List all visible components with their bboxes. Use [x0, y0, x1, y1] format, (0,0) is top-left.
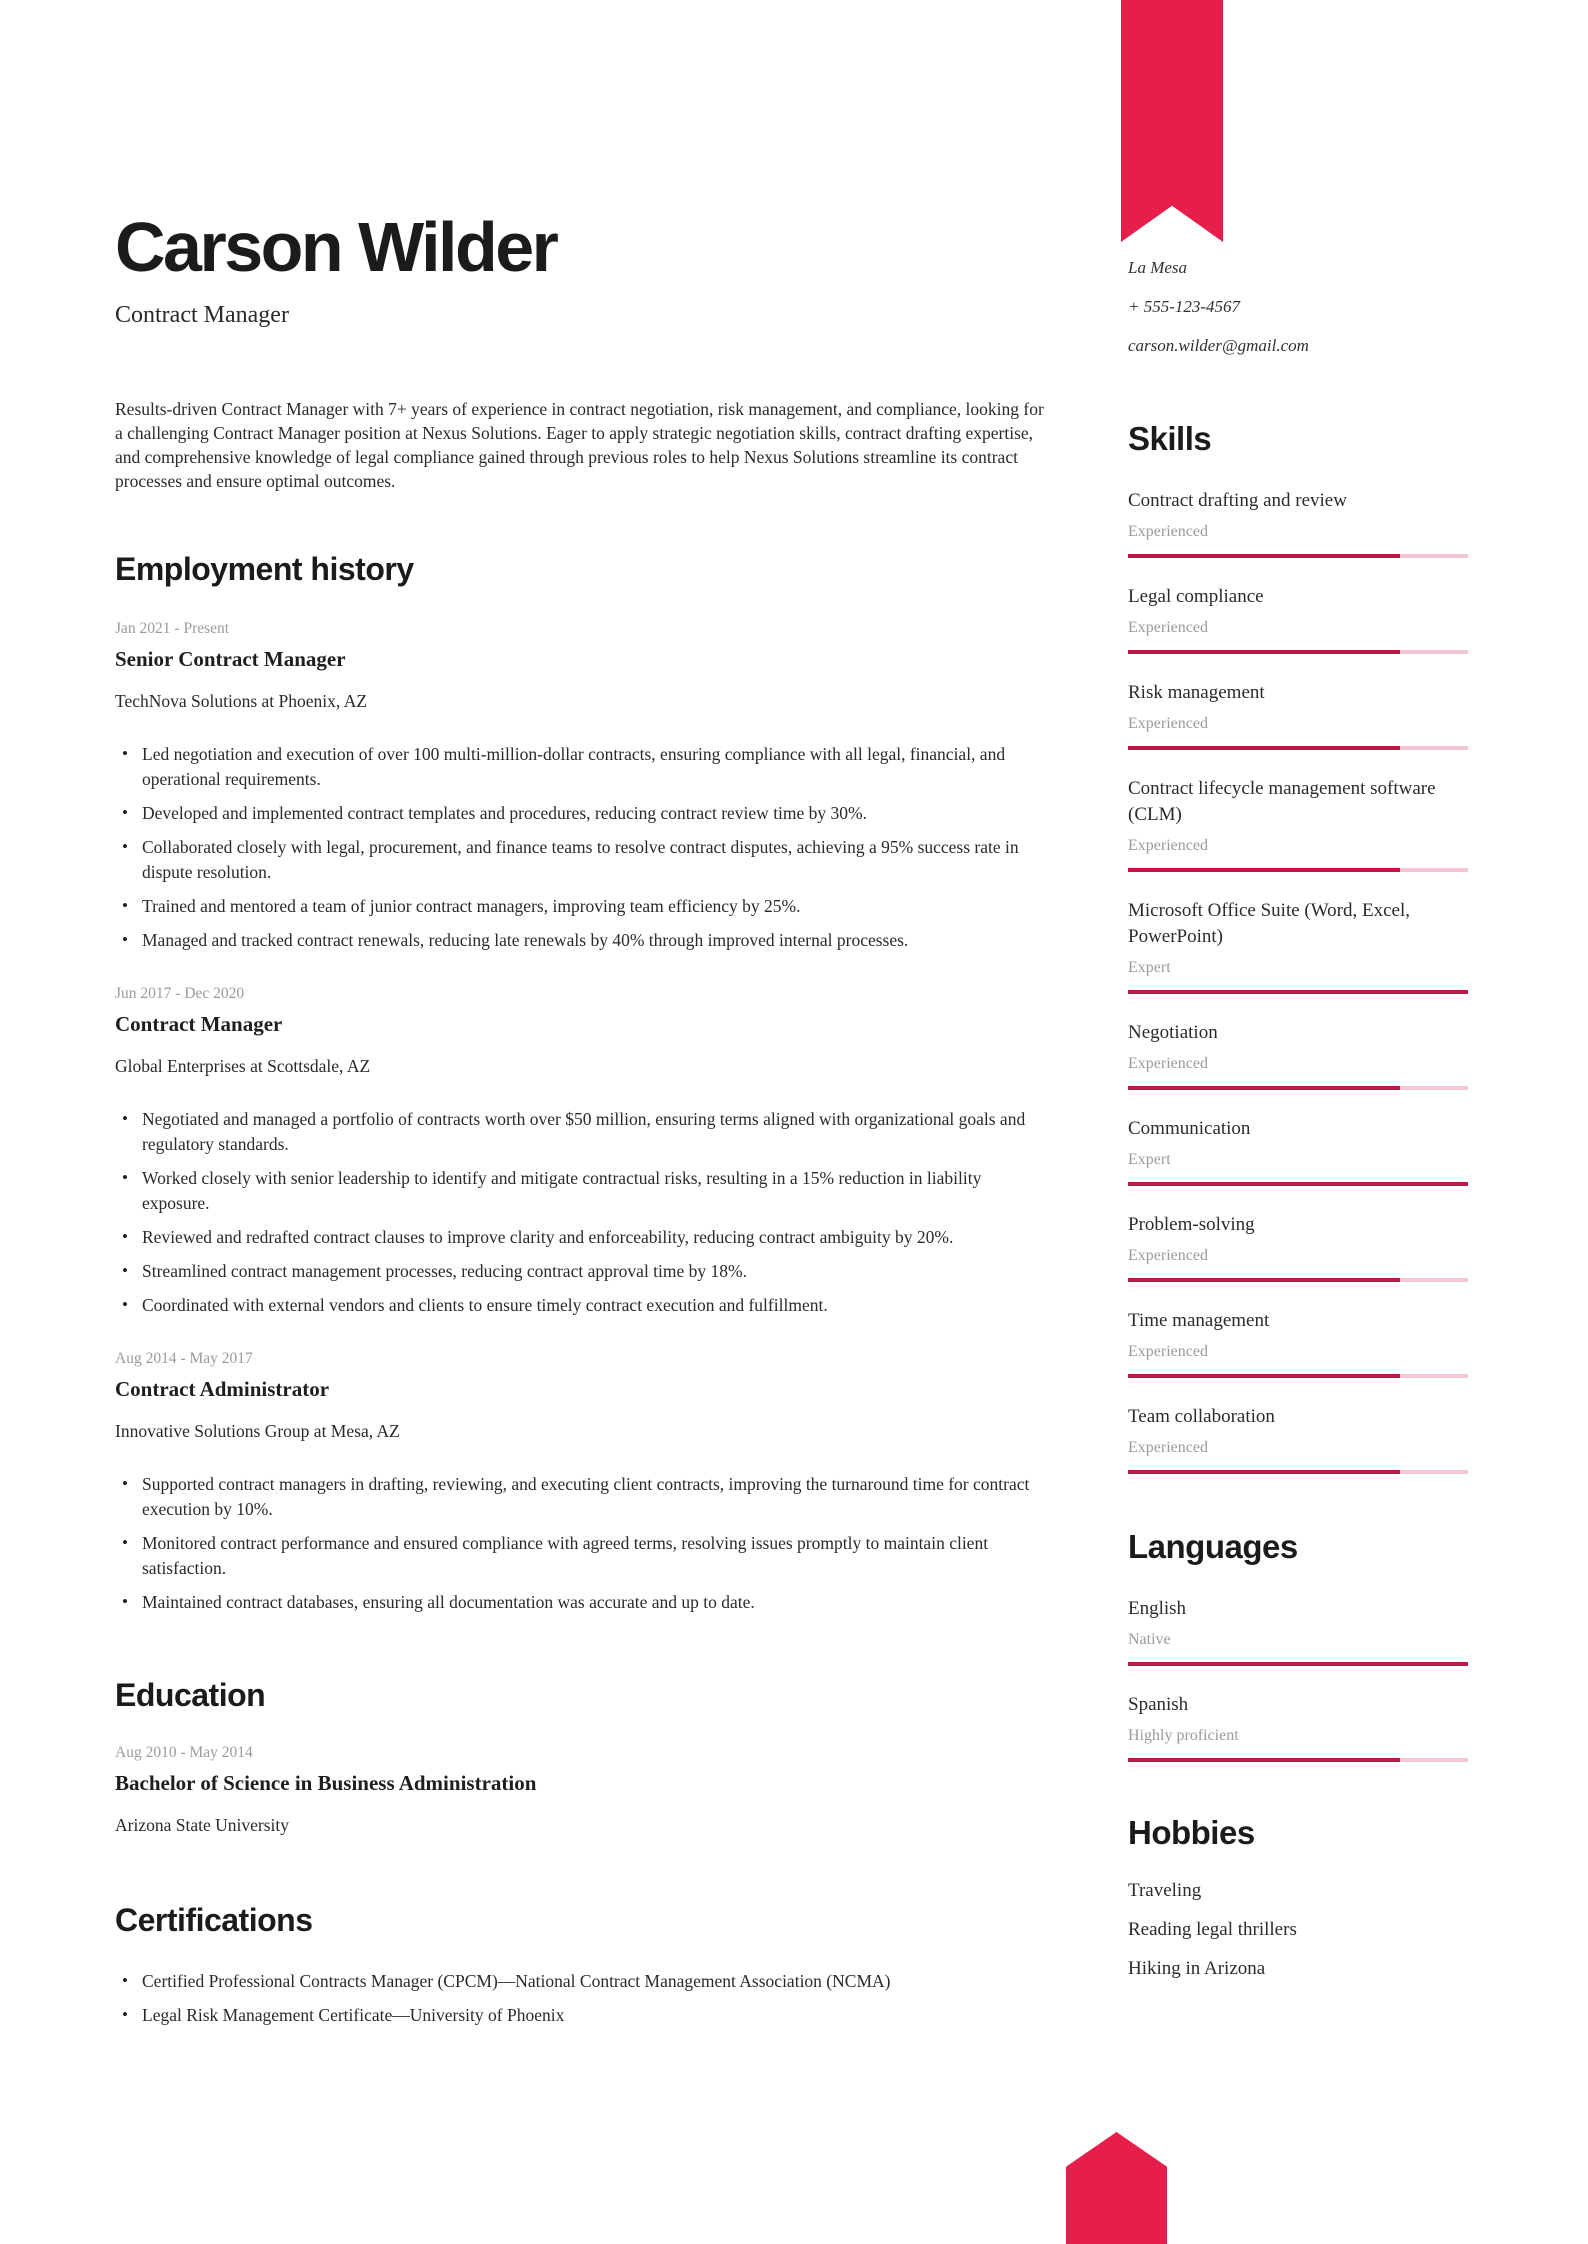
skill-level: Experienced [1128, 1343, 1208, 1360]
contact-location: La Mesa [1128, 258, 1188, 277]
language-level: Native [1128, 1631, 1171, 1648]
certification-item: • Legal Risk Management Certificate—University of Phoenix [115, 2003, 1049, 2028]
candidate-name: Carson Wilder [115, 208, 557, 286]
skill-level: Experienced [1128, 1055, 1208, 1072]
skill-label: Microsoft Office Suite (Word, Excel, PowerPoint) [1128, 900, 1410, 947]
skill-label: Legal compliance [1128, 586, 1264, 607]
skill-bar-track [1128, 650, 1468, 654]
skill-item [1128, 1212, 1468, 1282]
language-bar-fill [1128, 1758, 1400, 1762]
language-label: English [1128, 1598, 1187, 1619]
skill-bar-fill [1128, 746, 1400, 750]
skill-bar-track [1128, 1086, 1468, 1090]
job-bullet: • Developed and implemented contract templates and procedures, reducing contract review time by 30%. [115, 801, 1049, 826]
language-level: Highly proficient [1128, 1727, 1239, 1744]
job-bullet: • Worked closely with senior leadership to identify and mitigate contractual risks, resulting in a 15% reduction in liability exposure. [115, 1166, 1049, 1216]
skill-bar-track [1128, 1182, 1468, 1186]
skills-heading: Skills [1128, 420, 1212, 457]
skill-item [1128, 776, 1468, 872]
skill-label: Contract drafting and review [1128, 490, 1347, 511]
education-degree: Bachelor of Science in Business Administration [115, 1771, 537, 1795]
education-school: Arizona State University [115, 1815, 289, 1835]
skill-level: Experienced [1128, 715, 1208, 732]
contact-phone: + 555-123-4567 [1128, 297, 1241, 316]
skill-item [1128, 680, 1468, 750]
skill-level: Expert [1128, 959, 1171, 976]
skill-label: Communication [1128, 1118, 1251, 1139]
employment-history-heading: Employment history [115, 551, 414, 587]
job-company: Innovative Solutions Group at Mesa, AZ [115, 1421, 400, 1441]
job-bullet-list [115, 742, 1049, 953]
skill-bar-fill [1128, 1182, 1468, 1186]
education-heading: Education [115, 1677, 266, 1713]
skill-bar-track [1128, 868, 1468, 872]
skill-level: Experienced [1128, 837, 1208, 854]
job-bullet: • Supported contract managers in drafting, reviewing, and executing client contracts, improving the turnaround time for contract execution by 10%. [115, 1472, 1049, 1522]
certification-list [115, 1969, 1049, 2028]
hobby-item: Traveling [1128, 1880, 1202, 1901]
skill-item [1128, 1116, 1468, 1186]
main-column [115, 0, 1049, 2048]
candidate-role: Contract Manager [115, 302, 289, 328]
job-dates: Jun 2017 - Dec 2020 [115, 985, 245, 1002]
job-bullet: • Reviewed and redrafted contract clauses to improve clarity and enforceability, reducing contract ambiguity by 20%. [115, 1225, 1049, 1250]
job-bullet: • Negotiated and managed a portfolio of contracts worth over $50 million, ensuring terms aligned with organizational goals and regulatory standards. [115, 1107, 1049, 1157]
skill-bar-fill [1128, 868, 1400, 872]
hobbies-heading: Hobbies [1128, 1814, 1255, 1851]
job-bullet: • Streamlined contract management processes, reducing contract approval time by 18%. [115, 1259, 1049, 1284]
education-dates: Aug 2010 - May 2014 [115, 1744, 253, 1761]
skill-bar-track [1128, 746, 1468, 750]
contact-email: carson.wilder@gmail.com [1128, 336, 1309, 355]
job-title: Senior Contract Manager [115, 647, 346, 671]
job-bullet-list [115, 1107, 1049, 1318]
languages-heading: Languages [1128, 1528, 1298, 1565]
job-bullet: • Managed and tracked contract renewals, reducing late renewals by 40% through improved internal processes. [115, 928, 1049, 953]
certification-item: • Certified Professional Contracts Manager (CPCM)—National Contract Management Association (NCMA) [115, 1969, 1049, 1994]
skill-bar-fill [1128, 554, 1400, 558]
skill-item [1128, 1020, 1468, 1090]
job-entry [115, 620, 1049, 953]
skill-bar-fill [1128, 1086, 1400, 1090]
skill-label: Time management [1128, 1310, 1270, 1331]
skill-bar-track [1128, 1374, 1468, 1378]
skill-item [1128, 584, 1468, 654]
contact-block [1128, 258, 1468, 356]
sidebar-column [1128, 0, 1468, 2048]
skill-level: Experienced [1128, 1439, 1208, 1456]
skill-level: Experienced [1128, 1247, 1208, 1264]
language-item [1128, 1692, 1468, 1762]
language-bar-fill [1128, 1662, 1468, 1666]
skill-bar-track [1128, 554, 1468, 558]
job-bullet: • Collaborated closely with legal, procurement, and finance teams to resolve contract disputes, achieving a 95% success rate in dispute resolution. [115, 835, 1049, 885]
job-bullet-list [115, 1472, 1049, 1615]
skill-label: Risk management [1128, 682, 1265, 703]
job-bullet: • Led negotiation and execution of over 100 multi-million-dollar contracts, ensuring compliance with all legal, financial, and operational requirements. [115, 742, 1049, 792]
job-title: Contract Manager [115, 1012, 283, 1036]
language-bar-track [1128, 1662, 1468, 1666]
skill-level: Experienced [1128, 619, 1208, 636]
skill-item [1128, 898, 1468, 994]
skill-bar-track [1128, 1470, 1468, 1474]
hobby-item: Hiking in Arizona [1128, 1958, 1266, 1979]
job-title: Contract Administrator [115, 1377, 330, 1401]
skill-bar-fill [1128, 1470, 1400, 1474]
language-list [1128, 1596, 1468, 1762]
profile-summary: Results-driven Contract Manager with 7+ years of experience in contract negotiation, risk management, and compliance, looking for a challenging Contract Manager position at Nexus Solutions. Eager to apply strategic negotiation skills, contract drafting expertise, and comprehensive knowledge of legal compliance gained through previous roles to help Nexus Solutions streamline its contract processes and ensure optimal outcomes. [115, 399, 1044, 491]
hobby-list [1128, 1880, 1468, 1980]
certifications-heading: Certifications [115, 1902, 313, 1938]
skill-level: Experienced [1128, 523, 1208, 540]
job-bullet: • Maintained contract databases, ensuring all documentation was accurate and up to date. [115, 1590, 1049, 1615]
hobby-item: Reading legal thrillers [1128, 1919, 1297, 1940]
skill-level: Expert [1128, 1151, 1171, 1168]
skill-item [1128, 1404, 1468, 1474]
job-dates: Aug 2014 - May 2017 [115, 1350, 253, 1367]
job-bullet: • Coordinated with external vendors and clients to ensure timely contract execution and fulfillment. [115, 1293, 1049, 1318]
job-dates: Jan 2021 - Present [115, 620, 230, 637]
job-bullet: • Monitored contract performance and ensured compliance with agreed terms, resolving issues promptly to maintain client satisfaction. [115, 1531, 1049, 1581]
job-entry [115, 985, 1049, 1318]
accent-pentagon-decoration [1066, 2132, 1167, 2244]
content-columns [115, 0, 1468, 2048]
skill-label: Team collaboration [1128, 1406, 1275, 1427]
skill-label: Problem-solving [1128, 1214, 1255, 1235]
skill-list [1128, 488, 1468, 1474]
language-label: Spanish [1128, 1694, 1189, 1715]
skill-bar-fill [1128, 650, 1400, 654]
skill-bar-track [1128, 990, 1468, 994]
job-company: Global Enterprises at Scottsdale, AZ [115, 1056, 371, 1076]
skill-bar-fill [1128, 990, 1468, 994]
language-item [1128, 1596, 1468, 1666]
skill-label: Contract lifecycle management software (CLM) [1128, 778, 1436, 825]
job-company: TechNova Solutions at Phoenix, AZ [115, 691, 368, 711]
job-bullet: • Trained and mentored a team of junior contract managers, improving team efficiency by 25%. [115, 894, 1049, 919]
skill-label: Negotiation [1128, 1022, 1218, 1043]
skill-item [1128, 1308, 1468, 1378]
job-entry [115, 1350, 1049, 1615]
skill-bar-fill [1128, 1374, 1400, 1378]
skill-bar-track [1128, 1278, 1468, 1282]
language-bar-track [1128, 1758, 1468, 1762]
skill-item [1128, 488, 1468, 558]
skill-bar-fill [1128, 1278, 1400, 1282]
